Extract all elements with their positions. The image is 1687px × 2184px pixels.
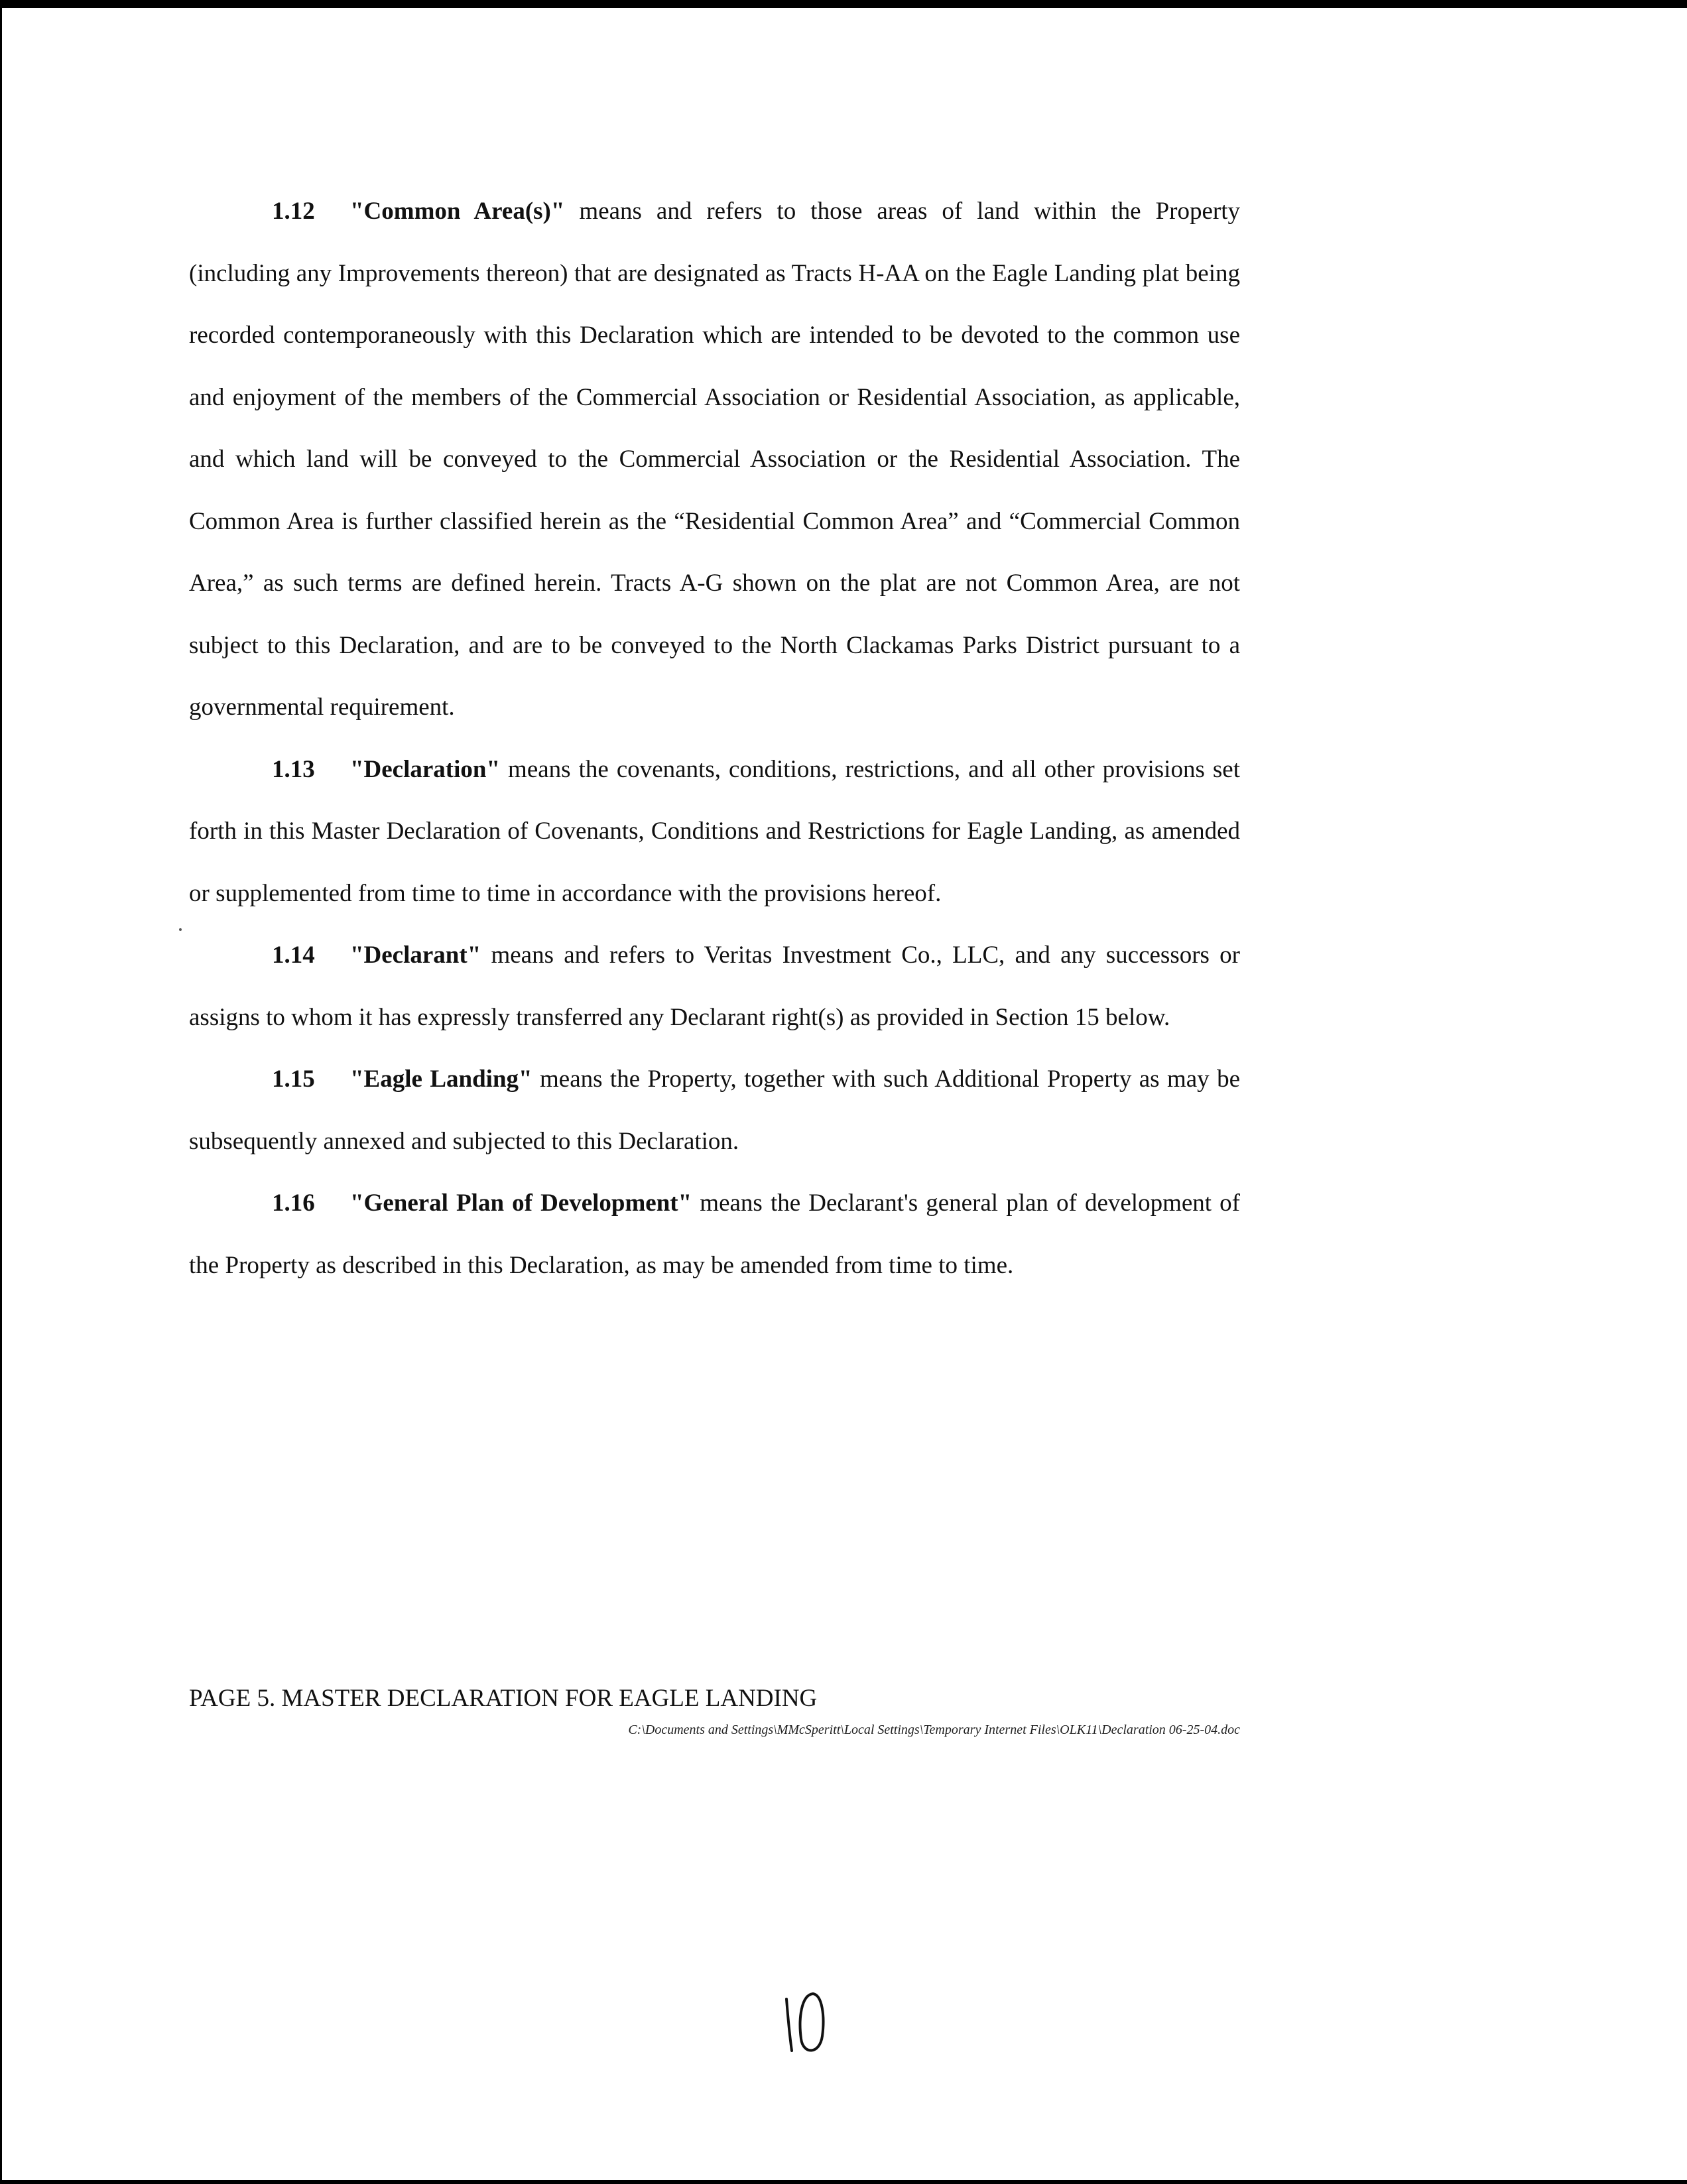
section-number: 1.15 (272, 1065, 315, 1093)
section-1-14 (189, 924, 1240, 1048)
section-text: means the Declarant's general plan of development of the Property as described in this Declaration, as may be amended from time to time. (189, 1189, 1240, 1279)
defined-term: "General Plan of Development" (350, 1189, 692, 1217)
scan-top-edge (0, 0, 1687, 8)
section-number: 1.16 (272, 1189, 315, 1217)
defined-term: "Declaration" (350, 755, 501, 783)
handwritten-page-number (781, 1986, 828, 2059)
section-text: means the covenants, conditions, restrictions, and all other provisions set forth in this Master Declaration of Covenants, Conditions and Restrictions for Eagle Landing, as amended or supplemented from time to time in accordance with the provisions hereof. (189, 755, 1240, 907)
section-number: 1.12 (272, 198, 315, 225)
section-1-12 (189, 180, 1240, 739)
scan-bottom-edge (0, 2180, 1687, 2184)
section-1-15 (189, 1048, 1240, 1172)
section-number: 1.13 (272, 755, 315, 783)
scan-left-edge (0, 0, 2, 2184)
scan-speck (179, 928, 182, 931)
footer-title: PAGE 5. MASTER DECLARATION FOR EAGLE LANDING (189, 1685, 818, 1712)
section-number: 1.14 (272, 941, 315, 969)
defined-term: "Declarant" (350, 941, 481, 969)
section-1-16 (189, 1172, 1240, 1296)
section-1-13 (189, 739, 1240, 925)
footer-file-path: C:\Documents and Settings\MMcSperitt\Local Settings\Temporary Internet Files\OLK11\Declaration 06-25-04.doc (628, 1723, 1240, 1737)
section-text: means the Property, together with such Additional Property as may be subsequently annexed and subjected to this Declaration. (189, 1065, 1240, 1155)
defined-term: "Common Area(s)" (350, 198, 565, 225)
document-body (189, 180, 1240, 1296)
section-text: means and refers to those areas of land within the Property (including any Improvements thereon) that are designated as Tracts H-AA on the Eagle Landing plat being recorded contemporaneously with this Declaration which are intended to be devoted to the common use and enjoyment of the members of the Commercial Association or Residential Association, as applicable, and which land will be conveyed to the Commercial Association or the Residential Association. The Common Area is further classified herein as the “Residential Common Area” and “Commercial Common Area,” as such terms are defined herein. Tracts A-G shown on the plat are not Common Area, are not subject to this Declaration, and are to be conveyed to the North Clackamas Parks District pursuant to a governmental requirement. (189, 198, 1241, 721)
section-text: means and refers to Veritas Investment Co., LLC, and any successors or assigns to whom it has expressly transferred any Declarant right(s) as provided in Section 15 below. (189, 941, 1240, 1031)
defined-term: "Eagle Landing" (350, 1065, 532, 1093)
